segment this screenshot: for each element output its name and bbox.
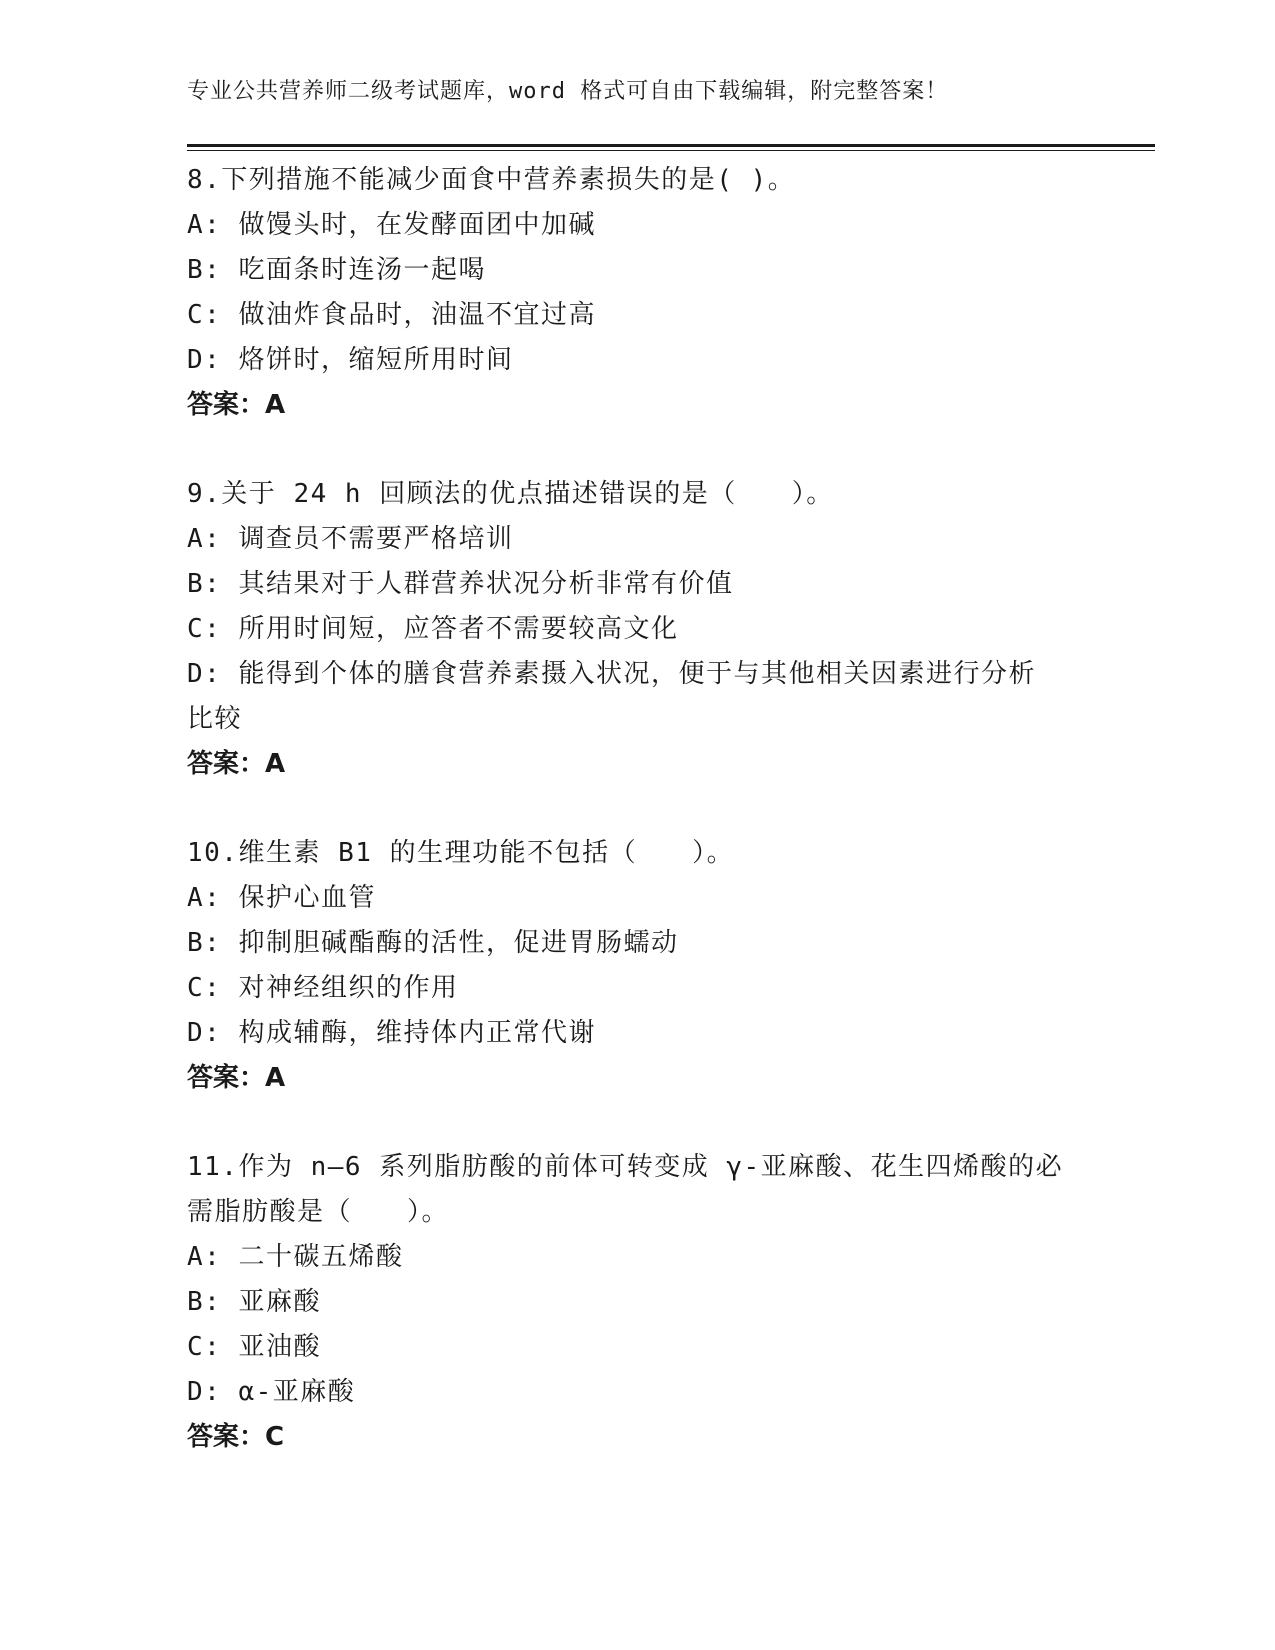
option-b: B: 其结果对于人群营养状况分析非常有价值: [187, 569, 734, 599]
option-a: A: 调查员不需要严格培训: [187, 524, 514, 554]
answer-label: 答案：A: [187, 749, 286, 779]
question-stem-continued: 需脂肪酸是（ ）。: [187, 1197, 450, 1227]
option-a: A: 二十碳五烯酸: [187, 1242, 404, 1272]
question-stem: 9.关于 24 h 回顾法的优点描述错误的是（ ）。: [187, 479, 834, 509]
option-c: C: 对神经组织的作用: [187, 973, 459, 1003]
question-stem: 8.下列措施不能减少面食中营养素损失的是( )。: [187, 165, 796, 195]
question-stem: 10.维生素 B1 的生理功能不包括（ ）。: [187, 838, 735, 868]
option-d: D: α-亚麻酸: [187, 1377, 356, 1407]
question-8: [187, 158, 1087, 428]
question-9: [187, 472, 1087, 787]
option-c: C: 所用时间短，应答者不需要较高文化: [187, 614, 679, 644]
answer-label: 答案：A: [187, 390, 286, 420]
answer-label: 答案：A: [187, 1063, 286, 1093]
header-divider-thick: [187, 144, 1155, 147]
page-header: 专业公共营养师二级考试题库，word 格式可自由下载编辑，附完整答案！: [187, 79, 949, 104]
option-a: A: 做馒头时，在发酵面团中加碱: [187, 210, 596, 240]
header-divider-thin: [187, 150, 1155, 151]
option-d: D: 构成辅酶，维持体内正常代谢: [187, 1018, 596, 1048]
option-d: D: 烙饼时，缩短所用时间: [187, 345, 514, 375]
option-a: A: 保护心血管: [187, 883, 376, 913]
option-d-continued: 比较: [187, 704, 243, 734]
option-b: B: 抑制胆碱酯酶的活性，促进胃肠蠕动: [187, 928, 679, 958]
option-c: C: 亚油酸: [187, 1332, 321, 1362]
answer-label: 答案：C: [187, 1422, 285, 1452]
question-list: [187, 158, 1087, 1504]
option-c: C: 做油炸食品时，油温不宜过高: [187, 300, 596, 330]
question-11: [187, 1145, 1087, 1460]
question-stem: 11.作为 n—6 系列脂肪酸的前体可转变成 γ-亚麻酸、花生四烯酸的必: [187, 1152, 1064, 1182]
question-10: [187, 831, 1087, 1101]
option-b: B: 吃面条时连汤一起喝: [187, 255, 486, 285]
option-d: D: 能得到个体的膳食营养素摄入状况，便于与其他相关因素进行分析: [187, 659, 1036, 689]
option-b: B: 亚麻酸: [187, 1287, 321, 1317]
